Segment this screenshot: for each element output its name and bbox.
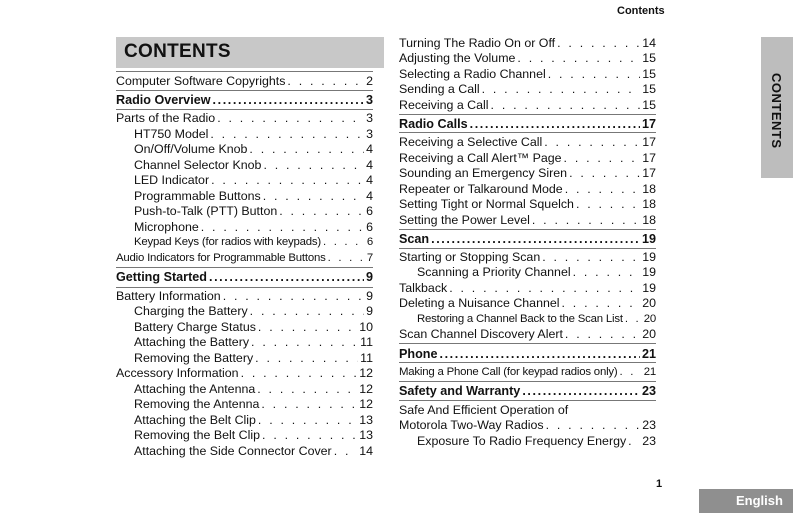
rule (399, 362, 656, 363)
toc-page-number: 6 (366, 220, 373, 234)
rule (399, 114, 656, 115)
toc-subentry[interactable] (134, 204, 373, 219)
toc-page-number: 18 (642, 197, 656, 211)
toc-subentry[interactable] (134, 351, 373, 366)
toc-entry[interactable] (399, 250, 656, 265)
toc-page-number: 4 (366, 142, 373, 156)
leader-dots (323, 235, 365, 250)
toc-section-entry[interactable] (116, 270, 373, 285)
toc-entry-title: Channel Selector Knob (134, 158, 262, 172)
toc-subentry[interactable] (417, 434, 656, 449)
rule (116, 71, 373, 72)
leader-dots (522, 384, 640, 399)
toc-entry-title: Receiving a Call (399, 98, 489, 112)
toc-page-number: 19 (642, 281, 656, 295)
toc-page-number: 23 (642, 418, 656, 432)
toc-entry[interactable] (116, 74, 373, 89)
toc-subentry[interactable] (134, 413, 373, 428)
toc-page-number: 9 (366, 289, 373, 303)
toc-page-number: 20 (643, 313, 656, 325)
language-label: English (736, 493, 783, 508)
toc-section-entry[interactable] (399, 384, 656, 399)
leader-dots (565, 182, 641, 197)
toc-entry-title: Exposure To Radio Frequency Energy (417, 434, 627, 448)
leader-dots (544, 135, 640, 150)
toc-page-number: 11 (360, 351, 373, 365)
leader-dots (625, 312, 642, 327)
rule (399, 229, 656, 230)
toc-page-number: 11 (360, 335, 373, 349)
leader-dots (217, 111, 364, 126)
toc-subentry[interactable] (134, 189, 373, 204)
toc-page-number: 17 (642, 135, 656, 149)
toc-entry-title: Push-to-Talk (PTT) Button (134, 204, 278, 218)
toc-entry-title: Attaching the Antenna (134, 382, 256, 396)
toc-entry-title: Battery Charge Status (134, 320, 256, 334)
running-head: Contents (617, 5, 665, 17)
rule (399, 343, 656, 344)
leader-dots (251, 335, 358, 350)
rule (116, 109, 373, 110)
toc-subentry[interactable] (134, 173, 373, 188)
rule (399, 248, 656, 249)
leader-dots (261, 397, 357, 412)
toc-page-number: 15 (642, 51, 656, 65)
toc-section-entry[interactable] (116, 93, 373, 108)
toc-entry[interactable] (399, 418, 656, 433)
toc-entry-title: Sending a Call (399, 82, 480, 96)
rule (399, 381, 656, 382)
leader-dots (263, 158, 364, 173)
toc-entry[interactable] (399, 296, 656, 311)
leader-dots (573, 265, 641, 280)
leader-dots (262, 428, 357, 443)
leader-dots (211, 173, 364, 188)
toc-subentry[interactable] (134, 382, 373, 397)
toc-page-number: 7 (366, 252, 373, 264)
toc-page-number: 15 (642, 82, 656, 96)
toc-entry-title: Removing the Battery (134, 351, 254, 365)
leader-dots (258, 320, 357, 335)
toc-entry-title: Turning The Radio On or Off (399, 36, 556, 50)
toc-subentry[interactable] (134, 142, 373, 157)
toc-page-number: 3 (365, 93, 373, 107)
toc-entry-title: Deleting a Nuisance Channel (399, 296, 560, 310)
leader-dots (279, 204, 364, 219)
toc-entry-title: Phone (399, 347, 438, 361)
leader-dots (491, 98, 641, 113)
toc-subentry[interactable] (134, 444, 373, 459)
toc-page-number: 14 (642, 36, 656, 50)
toc-entry-title: Getting Started (116, 270, 207, 284)
toc-page-number: 23 (642, 434, 656, 448)
toc-entry-title: Scan (399, 232, 430, 246)
contents-title-box (116, 37, 384, 68)
toc-entry-title: Making a Phone Call (for keypad radios only) (399, 366, 618, 378)
toc-entry-title: Selecting a Radio Channel (399, 67, 546, 81)
toc-page-number: 10 (359, 320, 373, 334)
leader-dots (223, 289, 364, 304)
leader-dots (548, 67, 640, 82)
toc-entry-title: Charging the Battery (134, 304, 248, 318)
toc-entry-title: Receiving a Call Alert™ Page (399, 151, 562, 165)
toc-entry-title: Parts of the Radio (116, 111, 216, 125)
toc-entry-title: Restoring a Channel Back to the Scan List (417, 313, 623, 325)
toc-entry-title: Repeater or Talkaround Mode (399, 182, 563, 196)
toc-entry-title: Removing the Antenna (134, 397, 260, 411)
toc-page-number: 3 (366, 127, 373, 141)
leader-dots (213, 93, 364, 108)
leader-dots (258, 413, 357, 428)
toc-entry-title: Programmable Buttons (134, 189, 261, 203)
page-title: CONTENTS (124, 41, 231, 62)
toc-subentry[interactable] (134, 235, 373, 250)
toc-entry[interactable] (399, 182, 656, 197)
toc-page-number: 19 (642, 265, 656, 279)
toc-page-number: 6 (366, 204, 373, 218)
rule (116, 287, 373, 288)
leader-dots (546, 418, 641, 433)
toc-entry-title: Safe And Efficient Operation of (399, 403, 569, 417)
toc-entry-title: Attaching the Side Connector Cover (134, 444, 332, 458)
page-number: 1 (656, 478, 663, 490)
toc-page-number: 20 (642, 327, 656, 341)
leader-dots (255, 351, 358, 366)
leader-dots (209, 270, 364, 285)
toc-subentry[interactable] (134, 320, 373, 335)
leader-dots (210, 127, 364, 142)
side-tab-label: CONTENTS (769, 73, 784, 149)
toc-page-number: 19 (641, 232, 656, 246)
toc-page-number: 3 (366, 111, 373, 125)
toc-page-number: 9 (366, 304, 373, 318)
toc-entry-title: Talkback (399, 281, 448, 295)
toc-entry[interactable] (399, 327, 656, 342)
leader-dots (287, 74, 364, 89)
toc-entry-title: Adjusting the Volume (399, 51, 516, 65)
toc-page-number: 19 (642, 250, 656, 264)
side-tab (761, 37, 793, 178)
toc-page-number: 20 (642, 296, 656, 310)
toc-page-number: 2 (366, 74, 373, 88)
leader-dots (532, 213, 640, 228)
leader-dots (257, 382, 357, 397)
toc-entry-title: Receiving a Selective Call (399, 135, 543, 149)
toc-subentry[interactable] (417, 265, 656, 280)
leader-dots (628, 434, 640, 449)
toc-entry-title: On/Off/Volume Knob (134, 142, 248, 156)
toc-page-number: 13 (359, 428, 373, 442)
leader-dots (201, 220, 364, 235)
leader-dots (470, 117, 640, 132)
leader-dots (569, 166, 640, 181)
toc-subentry[interactable] (134, 158, 373, 173)
rule (399, 132, 656, 133)
toc-page-number: 18 (642, 213, 656, 227)
toc-entry-title: Starting or Stopping Scan (399, 250, 541, 264)
toc-page-number: 17 (641, 117, 656, 131)
toc-page-number: 12 (359, 397, 373, 411)
toc-entry-title: Motorola Two-Way Radios (399, 418, 544, 432)
toc-entry-title: Microphone (134, 220, 199, 234)
leader-dots (565, 327, 640, 342)
rule (116, 90, 373, 91)
leader-dots (250, 304, 364, 319)
toc-page-number: 4 (366, 173, 373, 187)
rule (116, 267, 373, 268)
toc-section-entry[interactable] (399, 117, 656, 132)
rule (399, 400, 656, 401)
toc-entry-title: Battery Information (116, 289, 221, 303)
toc-entry-title: Audio Indicators for Programmable Buttons (116, 252, 326, 264)
leader-dots (249, 142, 364, 157)
toc-entry-line1[interactable] (399, 403, 656, 418)
toc-entry-title: Radio Calls (399, 117, 468, 131)
toc-page-number: 23 (641, 384, 656, 398)
leader-dots (334, 444, 358, 459)
toc-subentry[interactable] (134, 127, 373, 142)
toc-page-number: 15 (642, 67, 656, 81)
toc-entry[interactable] (399, 166, 656, 181)
toc-entry[interactable] (399, 135, 656, 150)
toc-section-entry[interactable] (399, 232, 656, 247)
toc-section-entry[interactable] (399, 347, 656, 362)
leader-dots (328, 251, 365, 266)
leader-dots (482, 82, 641, 97)
toc-entry-title: Setting Tight or Normal Squelch (399, 197, 574, 211)
toc-entry-title: HT750 Model (134, 127, 209, 141)
toc-page-number: 13 (359, 413, 373, 427)
toc-subentry[interactable] (134, 304, 373, 319)
toc-subentry[interactable] (134, 428, 373, 443)
toc-entry[interactable] (399, 36, 656, 51)
toc-entry[interactable] (399, 67, 656, 82)
leader-dots (620, 365, 642, 380)
toc-entry[interactable] (399, 213, 656, 228)
toc-entry[interactable] (399, 197, 656, 212)
leader-dots (449, 281, 640, 296)
toc-entry-title: Safety and Warranty (399, 384, 521, 398)
toc-entry[interactable] (399, 98, 656, 113)
toc-subentry[interactable] (134, 397, 373, 412)
toc-page-number: 21 (643, 366, 656, 378)
toc-entry[interactable] (116, 366, 373, 381)
toc-entry-title: Keypad Keys (for radios with keypads) (134, 236, 321, 248)
toc-entry-title: Accessory Information (116, 366, 239, 380)
toc-page-number: 21 (641, 347, 656, 361)
toc-page-number: 18 (642, 182, 656, 196)
toc-page-number: 12 (359, 366, 373, 380)
toc-page-number: 15 (642, 98, 656, 112)
leader-dots (576, 197, 640, 212)
leader-dots (557, 36, 640, 51)
toc-entry-title: Computer Software Copyrights (116, 74, 286, 88)
toc-entry-title: Removing the Belt Clip (134, 428, 261, 442)
leader-dots (542, 250, 640, 265)
leader-dots (241, 366, 358, 381)
toc-entry-title: Setting the Power Level (399, 213, 530, 227)
toc-subentry[interactable] (134, 335, 373, 350)
toc-page-number: 12 (359, 382, 373, 396)
leader-dots (431, 232, 640, 247)
toc-entry-title: Scanning a Priority Channel (417, 265, 571, 279)
leader-dots (263, 189, 364, 204)
toc-entry[interactable] (116, 111, 373, 126)
toc-page-number: 4 (366, 158, 373, 172)
toc-entry-title: Attaching the Belt Clip (134, 413, 256, 427)
toc-entry[interactable] (399, 365, 656, 380)
toc-entry-title: Attaching the Battery (134, 335, 250, 349)
toc-entry[interactable] (399, 281, 656, 296)
toc-entry[interactable] (116, 251, 373, 266)
leader-dots (517, 51, 640, 66)
toc-entry[interactable] (116, 289, 373, 304)
toc-page-number: 6 (366, 236, 373, 248)
leader-dots (439, 347, 640, 362)
toc-subentry[interactable] (417, 312, 656, 327)
toc-page-number: 14 (359, 444, 373, 458)
toc-entry-title: LED Indicator (134, 173, 210, 187)
leader-dots (564, 151, 641, 166)
toc-page-number: 17 (642, 151, 656, 165)
toc-entry-title: Radio Overview (116, 93, 211, 107)
toc-subentry[interactable] (134, 220, 373, 235)
toc-entry[interactable] (399, 82, 656, 97)
leader-dots (562, 296, 641, 311)
toc-page-number: 17 (642, 166, 656, 180)
toc-page-number: 9 (365, 270, 373, 284)
toc-entry[interactable] (399, 151, 656, 166)
toc-entry-title: Scan Channel Discovery Alert (399, 327, 563, 341)
toc-entry[interactable] (399, 51, 656, 66)
toc-entry-title: Sounding an Emergency Siren (399, 166, 568, 180)
toc-page-number: 4 (366, 189, 373, 203)
language-tab (699, 489, 793, 513)
